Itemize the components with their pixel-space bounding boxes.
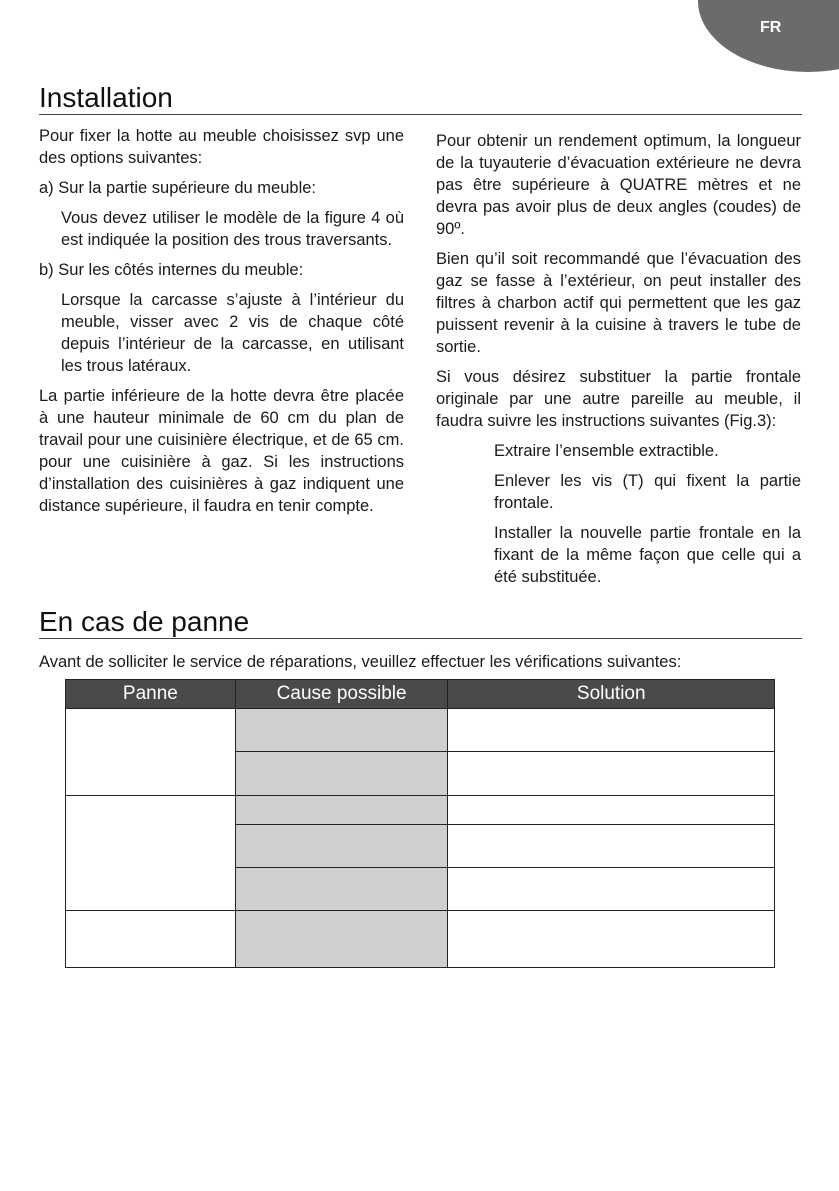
- cause-cell: [235, 911, 448, 968]
- filter-paragraph: Bien qu’il soit recommandé que l’évacuation des gaz se fasse à l’extérieur, on peut installer des filtres à charbon actif qui permettent que les gaz puissent revenir à la cuisine à travers le tube de sortie.: [436, 250, 801, 356]
- cause-cell: [235, 796, 448, 825]
- option-b-detail: Lorsque la carcasse s’ajuste à l’intérieur du meuble, visser avec 2 vis de chaque côté depuis l’intérieur de la carcasse, en utilisant les trous latéraux.: [61, 291, 404, 375]
- option-a-text: Sur la partie supérieure du meuble:: [58, 179, 316, 197]
- solution-cell: [448, 911, 775, 968]
- fault-cell: [66, 796, 236, 911]
- option-a-detail: Vous devez utiliser le modèle de la figure 4 où est indiquée la position des trous traversants.: [61, 209, 404, 249]
- installation-title: Installation: [39, 82, 173, 113]
- option-b: [39, 259, 404, 281]
- installation-divider: [39, 114, 802, 115]
- solution-cell: [448, 709, 775, 752]
- installation-right-column: [436, 130, 801, 596]
- solution-cell: [448, 796, 775, 825]
- column-header-panne: Panne: [66, 680, 236, 709]
- solution-cell: [448, 868, 775, 911]
- language-label: FR: [760, 19, 782, 36]
- troubleshooting-title: En cas de panne: [39, 606, 250, 637]
- front-panel-paragraph: Si vous désirez substituer la partie frontale originale par une autre pareille au meuble, il faudra suivre les instructions suivantes (Fig.3):: [436, 368, 801, 430]
- troubleshooting-divider: [39, 638, 802, 639]
- option-b-text: Sur les côtés internes du meuble:: [58, 261, 304, 279]
- table-row: [66, 709, 775, 752]
- cause-cell: [235, 709, 448, 752]
- fault-cell: [66, 709, 236, 796]
- column-header-solution: Solution: [448, 680, 775, 709]
- table-row: [66, 796, 775, 825]
- option-a: [39, 177, 404, 199]
- option-b-label: b): [39, 261, 54, 279]
- height-note: La partie inférieure de la hotte devra être placée à une hauteur minimale de 60 cm du plan de travail pour une cuisinière électrique, et de 65 cm. pour une cuisinière à gaz. Si les instructions d’installation des cuisinières à gaz indiquent une distance supérieure, il faudra en tenir compte.: [39, 387, 404, 515]
- table-header-row: [66, 680, 775, 709]
- installation-left-column: [39, 125, 404, 525]
- fault-cell: [66, 911, 236, 968]
- exhaust-paragraph: Pour obtenir un rendement optimum, la longueur de la tuyauterie d’évacuation extérieure ne devra pas être supérieure à QUATRE mètres et ne devra pas avoir plus de deux angles (coudes) de 90º.: [436, 132, 801, 238]
- table-row: [66, 911, 775, 968]
- troubleshooting-intro: Avant de solliciter le service de réparations, veuillez effectuer les vérifications suivantes:: [39, 653, 682, 671]
- troubleshooting-table: [65, 679, 775, 968]
- step-item: Enlever les vis (T) qui fixent la partie frontale.: [494, 472, 801, 512]
- cause-cell: [235, 825, 448, 868]
- option-a-label: a): [39, 179, 54, 197]
- step-item: Extraire l’ensemble extractible.: [494, 442, 719, 460]
- solution-cell: [448, 752, 775, 796]
- step-item: Installer la nouvelle partie frontale en la fixant de la même façon que celle qui a été substituée.: [494, 524, 801, 586]
- cause-cell: [235, 868, 448, 911]
- solution-cell: [448, 825, 775, 868]
- column-header-cause: Cause possible: [235, 680, 448, 709]
- cause-cell: [235, 752, 448, 796]
- installation-intro: Pour fixer la hotte au meuble choisissez svp une des options suivantes:: [39, 127, 404, 167]
